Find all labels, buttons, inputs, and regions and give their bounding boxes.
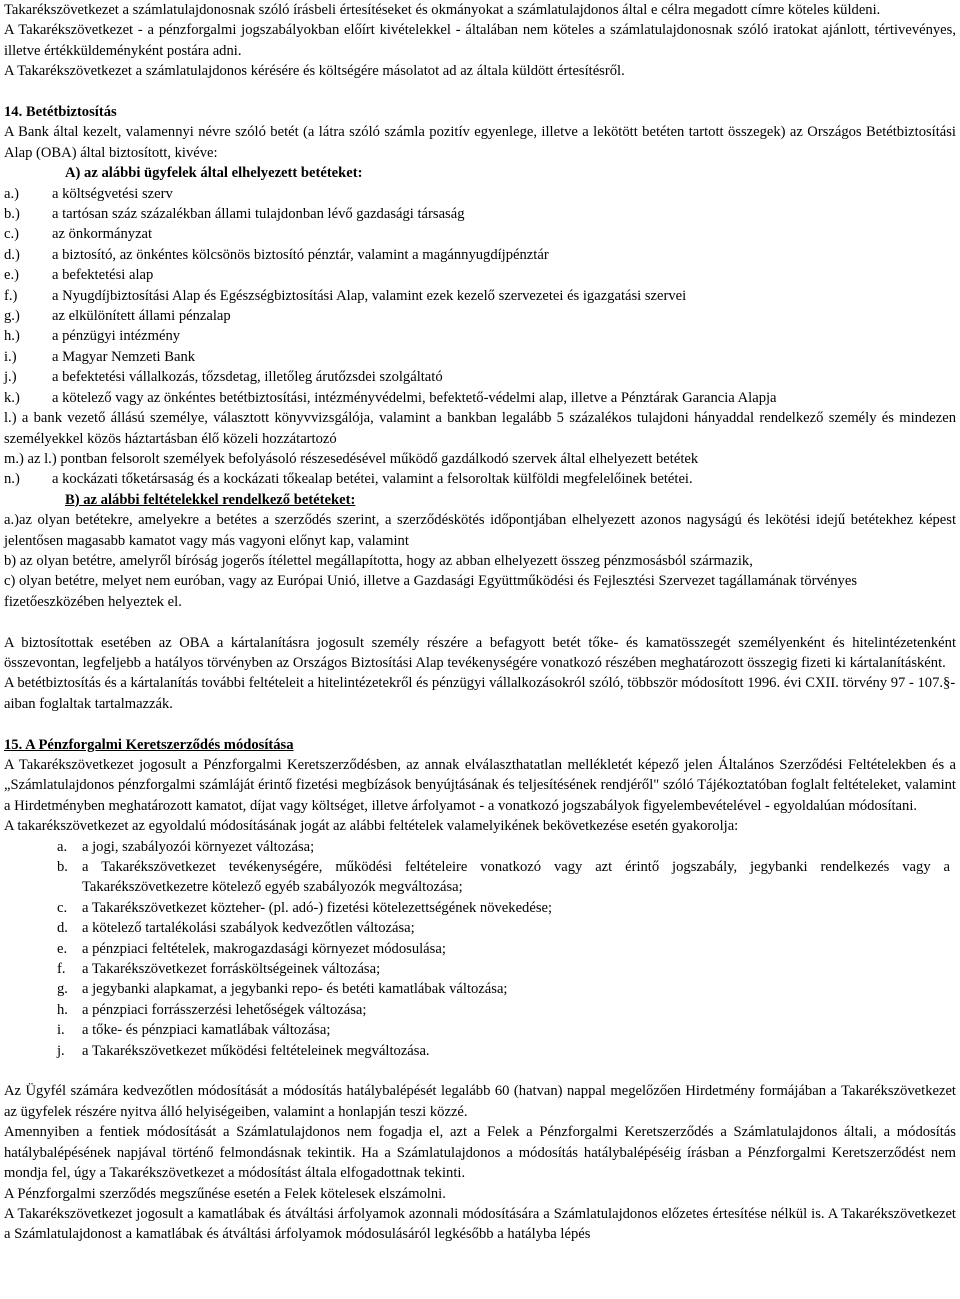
list-b-item-c: c) olyan betétre, melyet nem euróban, vagy az Európai Unió, illetve a Gazdasági Együttműködési és Fejlesztési Szervezet tagállamának törvényes fizetőeszközében helyeztek el. xyxy=(4,573,858,610)
condition-item xyxy=(4,918,956,938)
list-item-label: f.) xyxy=(4,287,18,304)
sub-heading-a: A) az alábbi ügyfelek által elhelyezett betéteket: xyxy=(65,165,363,182)
section-15-p5: A Pénzforgalmi szerződés megszűnése esetén a Felek kötelesek elszámolni. xyxy=(4,1185,446,1202)
condition-label: i. xyxy=(57,1022,65,1039)
section-15-heading: 15. A Pénzforgalmi Keretszerződés módosítása xyxy=(4,736,294,753)
condition-label: h. xyxy=(57,1001,68,1018)
condition-item xyxy=(4,979,956,999)
list-excluded-clients xyxy=(4,184,956,408)
list-item-n xyxy=(4,469,956,489)
list-item xyxy=(4,265,956,285)
list-item-label: n.) xyxy=(4,471,20,488)
condition-text: a jogi, szabályozói környezet változása; xyxy=(82,838,315,855)
condition-label: d. xyxy=(57,920,68,937)
condition-label: a. xyxy=(57,838,68,855)
list-b-item-a: a.)az olyan betétekre, amelyekre a betétes a szerződés szerint, a szerződéskötés időpontjában elhelyezett azonos nagyságú és lekötési idejű betétekhez képest jelentősen magasabb kamatot vagy más vagyoni előnyt kap, valamint xyxy=(4,512,956,549)
list-item xyxy=(4,286,956,306)
list-item-text: a költségvetési szerv xyxy=(52,185,173,202)
condition-item xyxy=(4,1000,956,1020)
list-item xyxy=(4,347,956,367)
section-14-heading: 14. Betétbiztosítás xyxy=(4,104,117,121)
paragraph-oba: A biztosítottak esetében az OBA a kártalanításra jogosult személy részére a befagyott betét tőke- és kamatösszegét személyenként és hitelintézetenként összevontan, legfeljebb a hatályos törvényben az Országos Biztosítási Alap tevékenységére vonatkozó részében meghatározott összegig fizeti ki kártalanításként. xyxy=(4,634,956,671)
list-item-text: a kötelező vagy az önkéntes betétbiztosítási, intézményvédelmi, befektető-védelmi alap, illetve a Pénztárak Garancia Alapja xyxy=(52,389,777,406)
list-item xyxy=(4,367,956,387)
list-item xyxy=(4,224,956,244)
list-item-l: l.) a bank vezető állású személye, választott könyvvizsgálója, valamint a bankban legalább 5 százalékos tulajdoni hányaddal rendelkező személy és mindezen személyekkel közös háztartásban élő közeli hozzátartozó xyxy=(4,410,956,447)
list-item-m: m.) az l.) pontban felsorolt személyek befolyásoló részesedésével működő gazdálkodó szervek által elhelyezett betétek xyxy=(4,450,699,467)
condition-label: f. xyxy=(57,961,66,978)
condition-item xyxy=(4,959,956,979)
list-item-text: a Magyar Nemzeti Bank xyxy=(52,348,196,365)
condition-item xyxy=(4,939,956,959)
condition-text: a Takarékszövetkezet közteher- (pl. adó-) fizetési kötelezettségének növekedése; xyxy=(82,899,553,916)
condition-label: e. xyxy=(57,940,68,957)
condition-label: j. xyxy=(57,1042,65,1059)
condition-item xyxy=(4,898,956,918)
list-item xyxy=(4,245,956,265)
list-item-label: h.) xyxy=(4,328,20,345)
list-item-text: a kockázati tőketársaság és a kockázati tőkealap betétei, valamint a felsoroltak külföldi megfelelőinek betétei. xyxy=(52,471,693,488)
list-item-label: i.) xyxy=(4,348,17,365)
condition-text: a Takarékszövetkezet forrásköltségeinek változása; xyxy=(82,961,381,978)
list-item-label: c.) xyxy=(4,226,19,243)
paragraph-notification: Takarékszövetkezet a számlatulajdonosnak szóló írásbeli értesítéseket és okmányokat a számlatulajdonos által e célra megadott címre köteles küldeni. xyxy=(4,2,881,18)
list-item-text: a pénzügyi intézmény xyxy=(52,328,181,345)
condition-item xyxy=(4,837,956,857)
list-item-label: g.) xyxy=(4,308,20,325)
list-item-label: b.) xyxy=(4,206,20,223)
list-item-label: a.) xyxy=(4,185,19,202)
list-item-label: j.) xyxy=(4,369,17,386)
condition-text: a kötelező tartalékolási szabályok kedvezőtlen változása; xyxy=(82,920,415,937)
list-item-text: a tartósan száz százalékban állami tulajdonban lévő gazdasági társaság xyxy=(52,206,465,223)
condition-text: a tőke- és pénzpiaci kamatlábak változása; xyxy=(82,1022,331,1039)
list-item-text: az önkormányzat xyxy=(52,226,153,243)
condition-text: a pénzpiaci feltételek, makrogazdasági környezet módosulása; xyxy=(82,940,446,957)
list-item-label: d.) xyxy=(4,246,20,263)
list-item-label: e.) xyxy=(4,267,19,284)
paragraph-copy: A Takarékszövetkezet a számlatulajdonos kérésére és költségére másolatot ad az általa küldött értesítésről. xyxy=(4,63,625,80)
condition-label: b. xyxy=(57,859,68,876)
list-item xyxy=(4,326,956,346)
list-item-text: a befektetési alap xyxy=(52,267,154,284)
condition-text: a Takarékszövetkezet tevékenységére, működési feltételeire vonatkozó vagy azt érintő jogszabály, jegybanki rendelkezés vagy a Takarékszövetkezetre kötelező egyéb szabályozók megváltozása; xyxy=(82,859,950,896)
list-item-text: az elkülönített állami pénzalap xyxy=(52,308,231,325)
list-item xyxy=(4,204,956,224)
paragraph-mailing: A Takarékszövetkezet - a pénzforgalmi jogszabályokban előírt kivételekkel - általában nem köteles a számlatulajdonosnak szóló iratokat ajánlott, tértivevényes, illetve értékküldeményként postára adni. xyxy=(4,22,956,59)
condition-item xyxy=(4,1020,956,1040)
condition-text: a pénzpiaci forrásszerzési lehetőségek változása; xyxy=(82,1001,367,1018)
section-15-p4: Amennyiben a fentiek módosítását a Számlatulajdonos nem fogadja el, azt a Felek a Pénzforgalmi Keretszerződés a Számlatulajdonos általi, a módosítás hatálybalépésének napjával történő felmondásnak tekintik. Ha a Számlatulajdonos a módosítás hatálybalépéséig írásban a Pénzforgalmi Keretszerződést nem mondja fel, úgy a Takarékszövetkezet a módosítást általa elfogadottnak tekinti. xyxy=(4,1124,956,1182)
condition-label: c. xyxy=(57,899,68,916)
list-b-item-b: b) az olyan betétre, amelyről bíróság jogerős ítélettel megállapította, hogy az abban elhelyezett összeg pénzmosásból származik, xyxy=(4,552,753,569)
condition-text: a Takarékszövetkezet működési feltételeinek megváltozása. xyxy=(82,1042,430,1059)
list-item xyxy=(4,388,956,408)
list-item xyxy=(4,184,956,204)
sub-heading-b: B) az alábbi feltételekkel rendelkező betéteket: xyxy=(65,491,356,508)
list-item-label: k.) xyxy=(4,389,20,406)
section-15-p1: A Takarékszövetkezet jogosult a Pénzforgalmi Keretszerződésben, az annak elválaszthatatlan mellékletét képező jelen Általános Szerződési Feltételekben és a „Számlatulajdonos pénzforgalmi számláját érintő fizetési megbízások benyújtásának és teljesítésének rendjéről" szóló Tájékoztatóban foglalt feltételeket, valamint a Hirdetményben meghatározott kamatot, díjat vagy költséget, illetve árfolyamot - a vonatkozó jogszabályok figyelembevételével - egyoldalúan módosítani. xyxy=(4,756,956,814)
list-item-text: a Nyugdíjbiztosítási Alap és Egészségbiztosítási Alap, valamint ezek kezelő szervezetei és igazgatási szervei xyxy=(52,287,687,304)
condition-item xyxy=(4,857,956,898)
section-15-p6: A Takarékszövetkezet jogosult a kamatlábak és átváltási árfolyamok azonnali módosítására a Számlatulajdonos előzetes értesítése nélkül is. A Takarékszövetkezet a Számlatulajdonost a kamatlábak és átváltási árfolyamok módosulásáról legkésőbb a hatályba lépés xyxy=(4,1205,956,1243)
section-14-intro: A Bank által kezelt, valamennyi névre szóló betét (a látra szóló számla pozitív egyenlege, illetve a lekötött betéten tartott összegek) az Országos Betétbiztosítási Alap (OBA) által biztosított, kivéve: xyxy=(4,124,956,161)
list-item-text: a befektetési vállalkozás, tőzsdetag, illetőleg árutőzsdei szolgáltató xyxy=(52,369,443,386)
condition-label: g. xyxy=(57,981,68,998)
section-15-p3: Az Ügyfél számára kedvezőtlen módosítását a módosítás hatálybalépését legalább 60 (hatvan) nappal megelőzően Hirdetmény formájában a Takarékszövetkezet az ügyfelek részére nyitva álló helyiségeiben, valamint a honlapján teszi közzé. xyxy=(4,1083,956,1120)
list-item xyxy=(4,306,956,326)
condition-text: a jegybanki alapkamat, a jegybanki repo- és betéti kamatlábak változása; xyxy=(82,981,508,998)
list-item-text: a biztosító, az önkéntes kölcsönös biztosító pénztár, valamint a magánnyugdíjpénztár xyxy=(52,246,549,263)
condition-item xyxy=(4,1041,956,1061)
section-15-p2: A takarékszövetkezet az egyoldalú módosításának jogát az alábbi feltételek valamelyikének bekövetkezése esetén gyakorolja: xyxy=(4,818,739,835)
list-conditions xyxy=(4,837,956,1061)
paragraph-law: A betétbiztosítás és a kártalanítás további feltételeit a hitelintézetekről és pénzügyi vállalkozásokról szóló, többször módosított 1996. évi CXII. törvény 97 - 107.§-aiban foglaltak tartalmazzák. xyxy=(4,675,956,712)
